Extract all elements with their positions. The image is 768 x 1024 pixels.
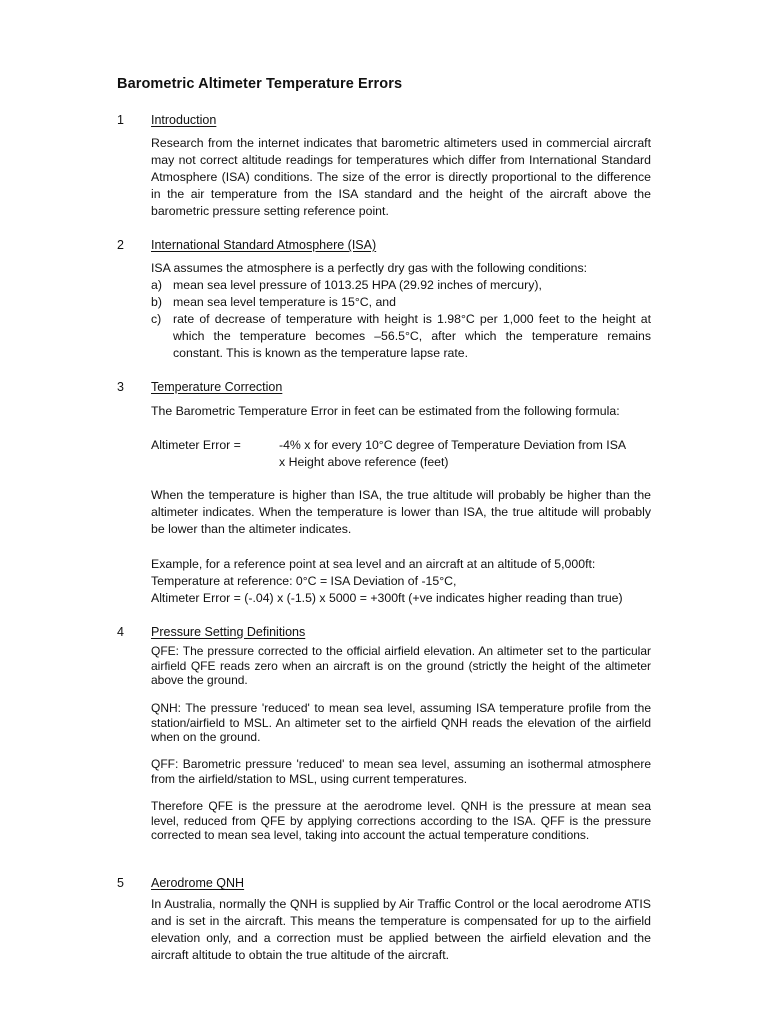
document-title: Barometric Altimeter Temperature Errors	[117, 76, 403, 92]
temperature-explanation: When the temperature is higher than ISA, the true altitude will probably be higher than the altimeter indicates. When the temperature is lower than ISA, the true altitude will probably be lower than the altimeter indicates.	[151, 488, 651, 536]
list-item	[151, 277, 651, 294]
section-heading-temperature-correction: Temperature Correction	[151, 380, 283, 394]
list-text: rate of decrease of temperature with height is 1.98°C per 1,000 feet to the height at which the temperature becomes –56.5°C, after which the temperature remains constant. This is known as the temperature lapse rate.	[173, 312, 651, 360]
list-marker: a)	[151, 278, 162, 292]
formula-body	[279, 437, 652, 471]
qff-definition: QFF: Barometric pressure 'reduced' to mean sea level, assuming an isothermal atmosphere from the airfield/station to MSL, using current temperatures.	[151, 757, 651, 786]
qnh-definition: QNH: The pressure 'reduced' to mean sea level, assuming ISA temperature profile from the station/airfield to MSL. An altimeter set to the airfield QNH reads the elevation of the airfield when on the ground.	[151, 701, 651, 744]
example-line: Temperature at reference: 0°C = ISA Deviation of -15°C,	[151, 574, 457, 588]
isa-intro: ISA assumes the atmosphere is a perfectly dry gas with the following conditions:	[151, 261, 588, 275]
list-text: mean sea level temperature is 15°C, and	[173, 295, 396, 309]
section-number: 3	[117, 380, 124, 394]
section-number: 4	[117, 625, 124, 639]
section-number: 1	[117, 113, 124, 127]
section-number: 5	[117, 876, 124, 890]
section-heading-isa: International Standard Atmosphere (ISA)	[151, 238, 377, 252]
isa-conditions-list	[151, 277, 651, 362]
formula-label: Altimeter Error =	[151, 438, 241, 452]
example-line: Altimeter Error = (-.04) x (-1.5) x 5000 = +300ft (+ve indicates higher reading than true)	[151, 591, 623, 605]
section-number: 2	[117, 238, 124, 252]
aerodrome-qnh-paragraph: In Australia, normally the QNH is supplied by Air Traffic Control or the local aerodrome ATIS and is set in the aircraft. This means the temperature is compensated for up to the airfield elevation only, and a correction must be applied between the airfield elevation and the aircraft altitude to obtain the true altitude of the aircraft.	[151, 897, 651, 962]
pressure-summary: Therefore QFE is the pressure at the aerodrome level. QNH is the pressure at mean sea level, reduced from QFE by applying corrections according to the ISA. QFF is the pressure corrected to mean sea level, taking into account the actual temperature conditions.	[151, 799, 651, 842]
formula-intro: The Barometric Temperature Error in feet can be estimated from the following formula:	[151, 404, 620, 418]
section-heading-pressure-settings: Pressure Setting Definitions	[151, 625, 306, 639]
list-item	[151, 311, 651, 362]
formula-line: x Height above reference (feet)	[279, 455, 449, 469]
list-item	[151, 294, 651, 311]
section-heading-introduction: Introduction	[151, 113, 217, 127]
list-marker: c)	[151, 312, 162, 326]
section-heading-aerodrome-qnh: Aerodrome QNH	[151, 876, 245, 890]
example-line: Example, for a reference point at sea level and an aircraft at an altitude of 5,000ft:	[151, 557, 596, 571]
qfe-definition: QFE: The pressure corrected to the official airfield elevation. An altimeter set to the particular airfield QFE reads zero when an aircraft is on the ground (strictly the height of the altimeter above the ground.	[151, 644, 651, 687]
introduction-paragraph: Research from the internet indicates that barometric altimeters used in commercial aircraft may not correct altitude readings for temperatures which differ from International Standard Atmosphere (ISA) conditions. The size of the error is directly proportional to the difference in the air temperature from the ISA standard and the height of the aircraft above the barometric pressure setting reference point.	[151, 136, 651, 218]
formula-line: -4% x for every 10°C degree of Temperature Deviation from ISA	[279, 438, 627, 452]
list-text: mean sea level pressure of 1013.25 HPA (29.92 inches of mercury),	[173, 278, 542, 292]
list-marker: b)	[151, 295, 162, 309]
